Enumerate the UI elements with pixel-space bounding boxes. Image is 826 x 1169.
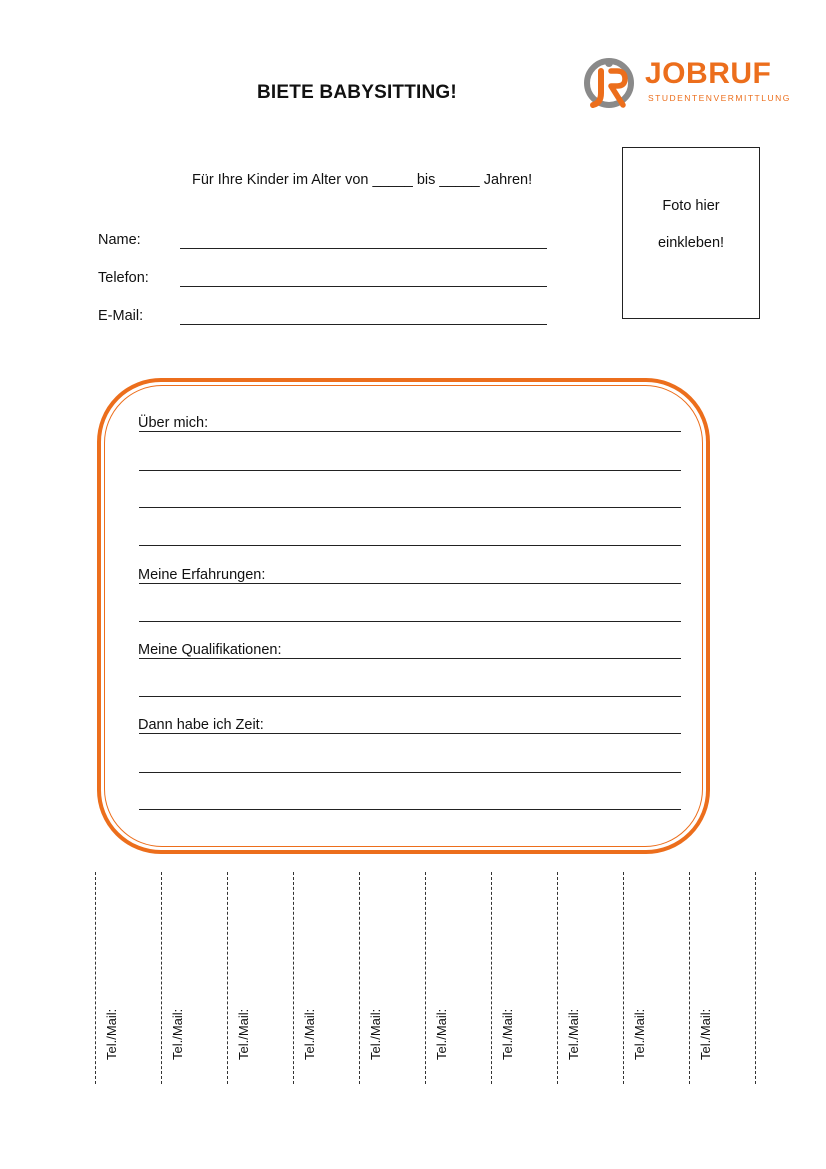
qualifications-line-2[interactable] bbox=[139, 696, 681, 697]
tear-off-strip-2[interactable]: Tel./Mail: bbox=[170, 1008, 185, 1060]
tear-line bbox=[557, 872, 558, 1084]
logo-brand-job: JOB bbox=[645, 57, 709, 90]
jr-logo-icon bbox=[583, 55, 639, 113]
logo-brand-ruf: RUF bbox=[708, 57, 772, 90]
tear-off-strip-9[interactable]: Tel./Mail: bbox=[632, 1008, 647, 1060]
availability-line-1[interactable] bbox=[139, 733, 681, 734]
page-title: BIETE BABYSITTING! bbox=[257, 82, 457, 103]
tear-off-strip-1[interactable]: Tel./Mail: bbox=[104, 1008, 119, 1060]
availability-line-2[interactable] bbox=[139, 772, 681, 773]
tear-line bbox=[227, 872, 228, 1084]
tear-line bbox=[689, 872, 690, 1084]
age-range-line: Für Ihre Kinder im Alter von _____ bis _____ Jahren! bbox=[192, 172, 533, 188]
about-line-4[interactable] bbox=[139, 545, 681, 546]
tear-off-strip-10[interactable]: Tel./Mail: bbox=[698, 1008, 713, 1060]
tear-line bbox=[755, 872, 756, 1084]
photo-box bbox=[622, 147, 760, 319]
availability-line-3[interactable] bbox=[139, 809, 681, 810]
tear-off-strip-8[interactable]: Tel./Mail: bbox=[566, 1008, 581, 1060]
jobruf-logo bbox=[583, 55, 791, 115]
tear-off-strip-4[interactable]: Tel./Mail: bbox=[302, 1008, 317, 1060]
phone-label: Telefon: bbox=[98, 270, 149, 286]
tear-line bbox=[161, 872, 162, 1084]
name-field[interactable] bbox=[180, 248, 547, 249]
email-label: E-Mail: bbox=[98, 308, 144, 324]
tear-off-strip-5[interactable]: Tel./Mail: bbox=[368, 1008, 383, 1060]
logo-tagline: STUDENTENVERMITTLUNG bbox=[648, 93, 791, 103]
experience-line-1[interactable] bbox=[139, 583, 681, 584]
photo-box-line2: einkleben! bbox=[657, 235, 725, 251]
email-field[interactable] bbox=[180, 324, 547, 325]
phone-field[interactable] bbox=[180, 286, 547, 287]
about-line-1[interactable] bbox=[139, 431, 681, 432]
experience-line-2[interactable] bbox=[139, 621, 681, 622]
about-line-2[interactable] bbox=[139, 470, 681, 471]
tear-line bbox=[623, 872, 624, 1084]
experience-label: Meine Erfahrungen: bbox=[138, 567, 266, 583]
about-line-3[interactable] bbox=[139, 507, 681, 508]
tear-off-strip-3[interactable]: Tel./Mail: bbox=[236, 1008, 251, 1060]
name-label: Name: bbox=[98, 232, 141, 248]
qualifications-line-1[interactable] bbox=[139, 658, 681, 659]
tear-off-strip-6[interactable]: Tel./Mail: bbox=[434, 1008, 449, 1060]
tear-line bbox=[95, 872, 96, 1084]
tear-line bbox=[491, 872, 492, 1084]
availability-label: Dann habe ich Zeit: bbox=[138, 717, 272, 733]
photo-box-line1: Foto hier bbox=[662, 198, 720, 214]
about-label: Über mich: bbox=[138, 415, 212, 431]
profile-box-inner-border bbox=[104, 385, 703, 847]
tear-line bbox=[293, 872, 294, 1084]
tear-line bbox=[359, 872, 360, 1084]
qualifications-label: Meine Qualifikationen: bbox=[138, 642, 282, 658]
tear-line bbox=[425, 872, 426, 1084]
tear-off-strip-7[interactable]: Tel./Mail: bbox=[500, 1008, 515, 1060]
